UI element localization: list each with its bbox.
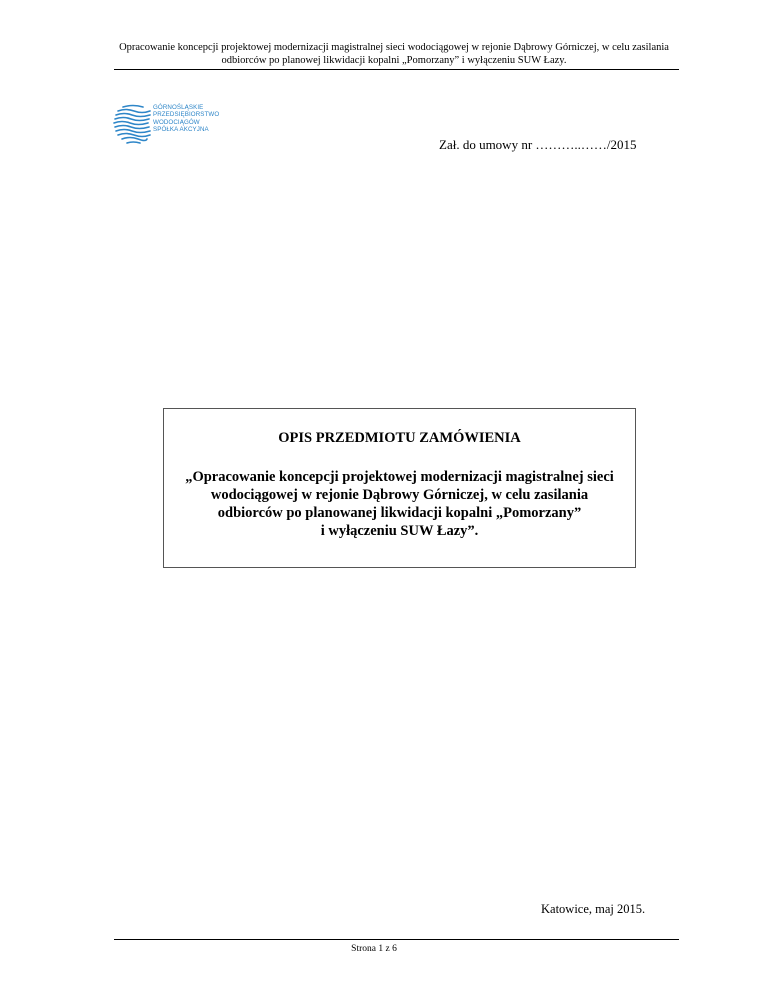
- title-box: [163, 408, 636, 568]
- contract-attachment-label: Zał. do umowy nr ………..……/2015: [439, 137, 637, 152]
- header-line-2: odbiorców po planowej likwidacji kopalni „Pomorzany” i wyłączeniu SUW Łazy.: [221, 55, 567, 66]
- header-divider: [114, 69, 679, 70]
- running-header: [110, 41, 678, 67]
- page-number: Strona 1 z 6: [351, 944, 397, 954]
- logo-line: GÓRNOŚLĄSKIE: [153, 104, 204, 111]
- project-title-line: odbiorców po planowanej likwidacji kopalni „Pomorzany”: [217, 505, 582, 521]
- logo-line: WODOCIĄGÓW: [153, 118, 200, 126]
- company-logo: [113, 103, 243, 145]
- logo-line: PRZEDSIĘBIORSTWO: [153, 111, 220, 119]
- footer-divider: [114, 939, 679, 940]
- document-heading: OPIS PRZEDMIOTU ZAMÓWIENIA: [278, 430, 521, 446]
- project-title: [164, 468, 635, 540]
- wave-globe-logo-icon: [113, 103, 153, 145]
- place-and-date: Katowice, maj 2015.: [541, 902, 646, 916]
- header-line-1: Opracowanie koncepcji projektowej modernizacji magistralnej sieci wodociągowej w rejonie Dąbrowy Górniczej, w celu zasilania: [119, 42, 669, 53]
- project-title-line: wodociągowej w rejonie Dąbrowy Górniczej, w celu zasilania: [210, 487, 589, 503]
- logo-wordmark: [153, 104, 243, 134]
- project-title-line: i wyłączeniu SUW Łazy”.: [320, 523, 479, 539]
- project-title-line: „Opracowanie koncepcji projektowej modernizacji magistralnej sieci: [185, 469, 614, 485]
- logo-line: SPÓŁKA AKCYJNA: [153, 126, 209, 134]
